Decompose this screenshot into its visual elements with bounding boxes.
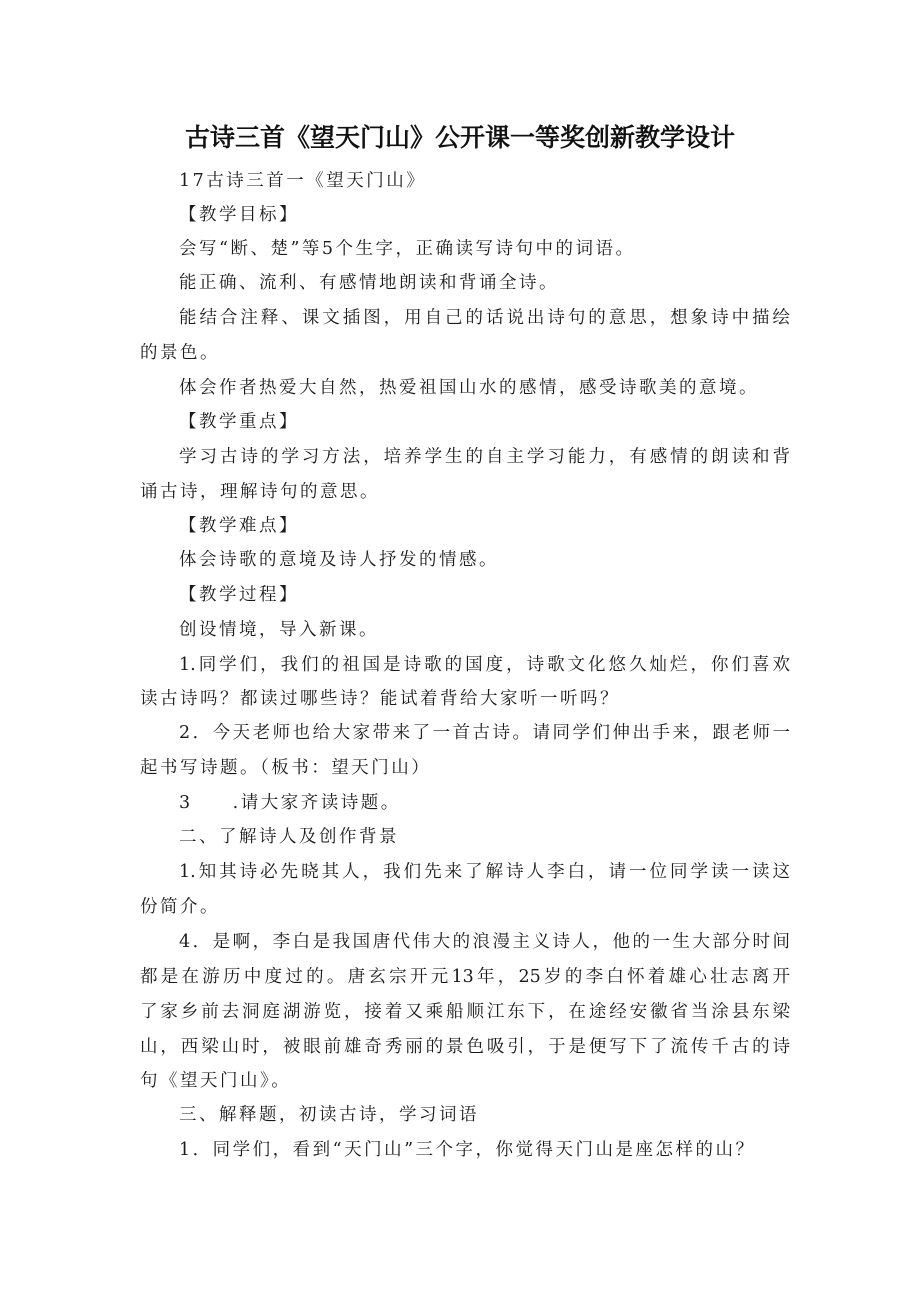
paragraph-line: 3 .请大家齐读诗题。 xyxy=(179,793,401,813)
paragraph-line: 能正确、流利、有感情地朗读和背诵全诗。 xyxy=(179,273,559,293)
paragraph-line: 份简介。 xyxy=(140,897,220,917)
section-heading-title-explanation: 三、解释题，初读古诗，学习词语 xyxy=(179,1105,479,1125)
paragraph-line: 体会诗歌的意境及诗人抒发的情感。 xyxy=(179,550,499,570)
paragraph-line: 能结合注释、课文插图，用自己的话说出诗句的意思，想象诗中描绘 xyxy=(179,308,790,328)
section-heading-process: 【教学过程】 xyxy=(179,585,299,605)
paragraph-line: 起书写诗题。（板书：望天门山） xyxy=(140,758,432,778)
section-heading-objectives: 【教学目标】 xyxy=(179,205,299,225)
lesson-heading: 17古诗三首一《望天门山》 xyxy=(179,171,427,191)
paragraph-line: 1．同学们，看到“天门山”三个字，你觉得天门山是座怎样的山？ xyxy=(179,1140,756,1160)
paragraph-line: 都是在游历中度过的。唐玄宗开元13年，25岁的李白怀着雄心壮志离开 xyxy=(140,967,790,987)
paragraph-line: 学习古诗的学习方法，培养学生的自主学习能力，有感情的朗读和背 xyxy=(179,447,790,467)
paragraph-line: 4．是啊，李白是我国唐代伟大的浪漫主义诗人，他的一生大部分时间 xyxy=(179,932,790,952)
paragraph-line: 山，西梁山时，被眼前雄奇秀丽的景色吸引，于是便写下了流传千古的诗 xyxy=(140,1037,790,1057)
section-heading-key-points: 【教学重点】 xyxy=(179,412,299,432)
paragraph-line: 1.知其诗必先晓其人，我们先来了解诗人李白，请一位同学读一读这 xyxy=(179,862,790,882)
paragraph-line: 创设情境，导入新课。 xyxy=(179,620,379,640)
paragraph-line: 了家乡前去洞庭湖游览，接着又乘船顺江东下，在途经安徽省当涂县东梁 xyxy=(140,1002,790,1022)
paragraph-line: 读古诗吗？都读过哪些诗？能试着背给大家听一听吗？ xyxy=(140,689,620,709)
paragraph-line: 1.同学们，我们的祖国是诗歌的国度，诗歌文化悠久灿烂，你们喜欢 xyxy=(179,655,790,675)
paragraph-line: 诵古诗，理解诗句的意思。 xyxy=(140,482,380,502)
paragraph-line: 体会作者热爱大自然，热爱祖国山水的感情，感受诗歌美的意境。 xyxy=(179,378,759,398)
paragraph-line: 的景色。 xyxy=(140,343,220,363)
paragraph-line: 2．今天老师也给大家带来了一首古诗。请同学们伸出手来，跟老师一 xyxy=(179,723,790,743)
paragraph-line: 会写“断、楚”等5个生字，正确读写诗句中的词语。 xyxy=(179,239,636,259)
paragraph-line: 句《望天门山》。 xyxy=(140,1071,292,1091)
section-heading-difficulties: 【教学难点】 xyxy=(179,516,299,536)
document-title: 古诗三首《望天门山》公开课一等奖创新教学设计 xyxy=(184,123,735,152)
section-heading-poet-background: 二、了解诗人及创作背景 xyxy=(179,827,399,847)
